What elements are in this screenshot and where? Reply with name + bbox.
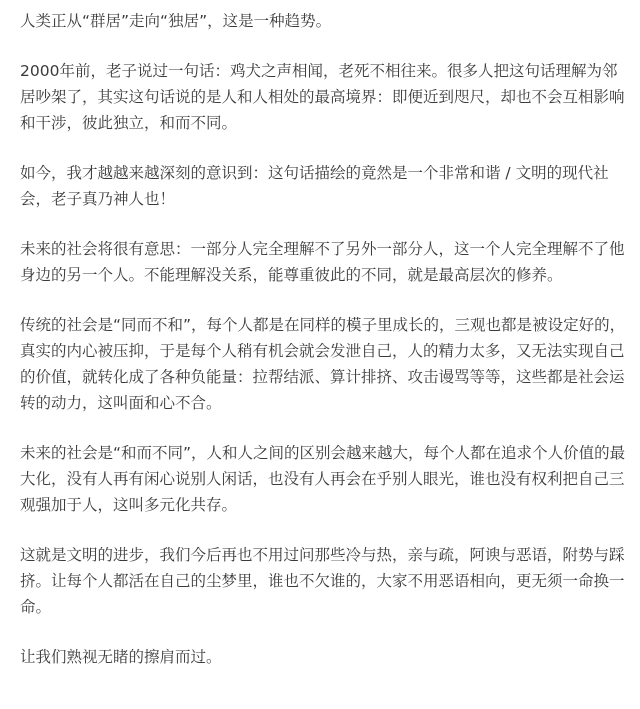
paragraph-trend: 人类正从“群居”走向“独居”，这是一种趋势。	[20, 12, 332, 30]
paragraph-harmony-diversity: 未来的社会是“和而不同”，人和人之间的区别会越来越大，每个人都在追求个人价值的最大化，没有人再有闲心说别人闲话，也没有人再会在乎别人眼光，谁也没有权利把自己三观强加于人，这叫多元化共存。	[20, 444, 626, 514]
paragraph-realization: 如今，我才越越来越深刻的意识到：这句话描绘的竟然是一个非常和谐 / 文明的现代社会，老子真乃神人也！	[20, 164, 609, 208]
paragraph-civilization-progress: 这就是文明的进步，我们今后再也不用过问那些冷与热，亲与疏，阿谀与恶语，附势与踩挤。让每个人都活在自己的尘梦里，谁也不欠谁的，大家不用恶语相向，更无须一命换一命。	[20, 546, 625, 616]
paragraph-future-society: 未来的社会将很有意思：一部分人完全理解不了另外一部分人，这一个人完全理解不了他身边的另一个人。不能理解没关系，能尊重彼此的不同，就是最高层次的修养。	[20, 240, 625, 284]
paragraph-closing: 让我们熟视无睹的擦肩而过。	[20, 648, 222, 666]
paragraph-laozi-quote: 2000年前，老子说过一句话：鸡犬之声相闻，老死不相往来。很多人把这句话理解为邻居吵架了，其实这句话说的是人和人相处的最高境界：即便近到咫尺，却也不会互相影响和干涉，彼此独立，和而不同。	[20, 62, 625, 132]
paragraph-traditional-society: 传统的社会是“同而不和”，每个人都是在同样的模子里成长的，三观也都是被设定好的，真实的内心被压抑，于是每个人稍有机会就会发泄自己，人的精力太多，又无法实现自己的价值，就转化成了各种负能量：拉帮结派、算计排挤、攻击谩骂等等，这些都是社会运转的动力，这叫面和心不合。	[20, 316, 626, 412]
